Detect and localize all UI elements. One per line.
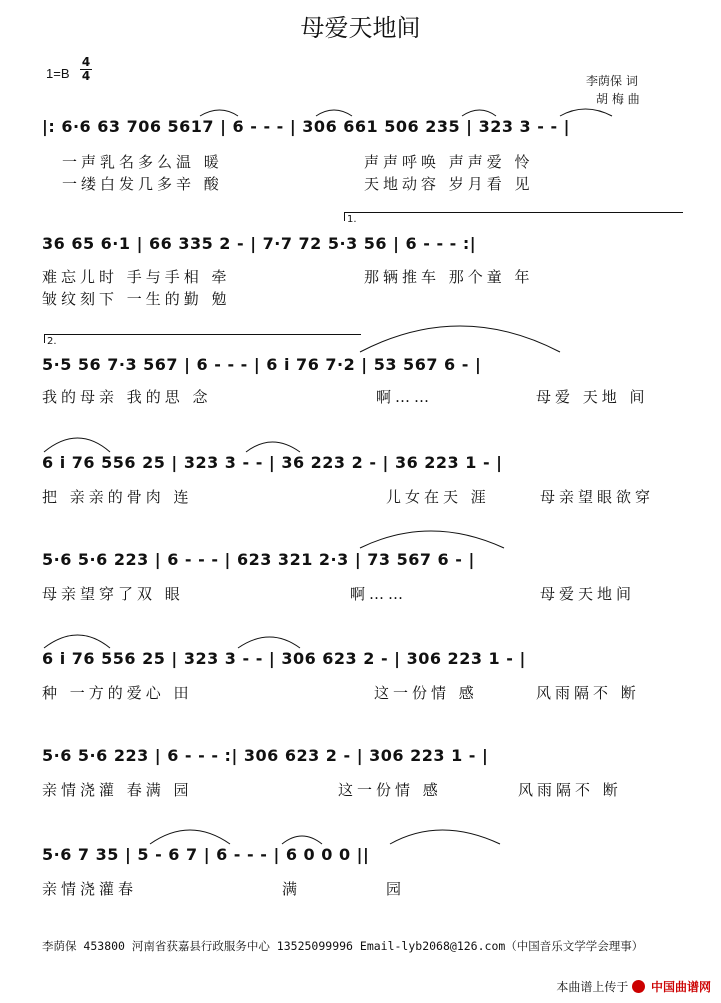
- slur: [282, 836, 322, 844]
- lyric-line: 啊……: [376, 388, 434, 406]
- slur: [246, 442, 300, 452]
- slur: [44, 635, 110, 648]
- lyric-line: 皱纹刻下 一生的勤 勉: [42, 290, 231, 308]
- time-signature-bottom: 4: [81, 69, 91, 83]
- slur: [150, 830, 230, 844]
- lyric-line: 母亲望穿了双 眼: [42, 585, 184, 603]
- lyric-line: 母亲望眼欲穿: [540, 488, 655, 506]
- upload-note: [556, 978, 711, 995]
- lyric-line: 亲情浇灌 春满 园: [42, 781, 193, 799]
- key-signature: 1=B: [46, 66, 70, 81]
- lyric-line: 儿女在天 涯: [386, 488, 490, 506]
- lyric-line: 这一份情 感: [338, 781, 442, 799]
- notation-line: 5·5 56 7·3 567 | 6 - - - | 6 i 76 7·2 | 53 567 6 - |: [42, 355, 482, 374]
- lyric-line: 风雨隔不 断: [536, 684, 640, 702]
- song-title: 母爱天地间: [300, 14, 421, 42]
- notation-line: 5·6 5·6 223 | 6 - - - :| 306 623 2 - | 306 223 1 - |: [42, 746, 489, 765]
- lyric-line: 啊……: [350, 585, 408, 603]
- lyric-line: 母爱天地间: [540, 585, 636, 603]
- lyricist-credit: 李荫保 词: [586, 74, 638, 88]
- notation-line: 36 65 6·1 | 66 335 2 - | 7·7 72 5·3 56 | 6 - - - :|: [42, 234, 477, 253]
- lyric-line: 声声呼唤 声声爱 怜: [364, 153, 534, 171]
- lyric-line: 亲情浇灌春: [42, 880, 138, 898]
- site-logo-icon: [632, 980, 645, 993]
- time-signature-top: 4: [81, 55, 91, 69]
- lyric-line: 园: [386, 880, 406, 898]
- lyric-line: 这一份情 感: [374, 684, 478, 702]
- slur: [316, 110, 352, 116]
- lyric-line: 难忘儿时 手与手相 牵: [42, 268, 231, 286]
- site-logo-text: 中国曲谱网: [650, 980, 711, 994]
- notation-line: 6 i 76 556 25 | 323 3 - - | 306 623 2 - | 306 223 1 - |: [42, 649, 526, 668]
- lyric-line: 那辆推车 那个童 年: [364, 268, 534, 286]
- slur: [200, 110, 238, 116]
- lyric-line: 风雨隔不 断: [518, 781, 622, 799]
- volta-bracket: 2.: [44, 334, 361, 343]
- slur: [360, 326, 560, 352]
- notation-line: 5·6 7 35 | 5 - 6 7 | 6 - - - | 6 0 0 0 ||: [42, 845, 370, 864]
- lyric-line: 把 亲亲的骨肉 连: [42, 488, 193, 506]
- lyric-line: 满: [282, 880, 302, 898]
- notation-line: |: 6·6 63 706 5617 | 6 - - - | 306 661 506 235 | 323 3 - - |: [42, 117, 571, 136]
- lyric-line: 母爱 天地 间: [536, 388, 649, 406]
- slur: [44, 438, 110, 452]
- lyric-line: 种 一方的爱心 田: [42, 684, 193, 702]
- lyric-line: 一缕白发几多辛 酸: [62, 175, 223, 193]
- notation-line: 5·6 5·6 223 | 6 - - - | 623 321 2·3 | 73 567 6 - |: [42, 550, 475, 569]
- lyric-line: 一声乳名多么温 暖: [62, 153, 223, 171]
- slur: [360, 531, 504, 548]
- notation-line: 6 i 76 556 25 | 323 3 - - | 36 223 2 - | 36 223 1 - |: [42, 453, 503, 472]
- slur: [560, 109, 612, 116]
- lyric-line: 我的母亲 我的思 念: [42, 388, 212, 406]
- footer-contact: 李荫保 453800 河南省获嘉县行政服务中心 13525099996 Email-lyb2068@126.com（中国音乐文学学会理事）: [42, 939, 644, 953]
- volta-bracket: 1.: [344, 212, 683, 221]
- slur: [462, 110, 496, 116]
- lyric-line: 天地动容 岁月看 见: [364, 175, 534, 193]
- upload-note-text: 本曲谱上传于: [556, 980, 629, 994]
- slur: [238, 637, 300, 648]
- composer-credit: 胡 梅 曲: [596, 92, 640, 106]
- slur: [390, 830, 500, 844]
